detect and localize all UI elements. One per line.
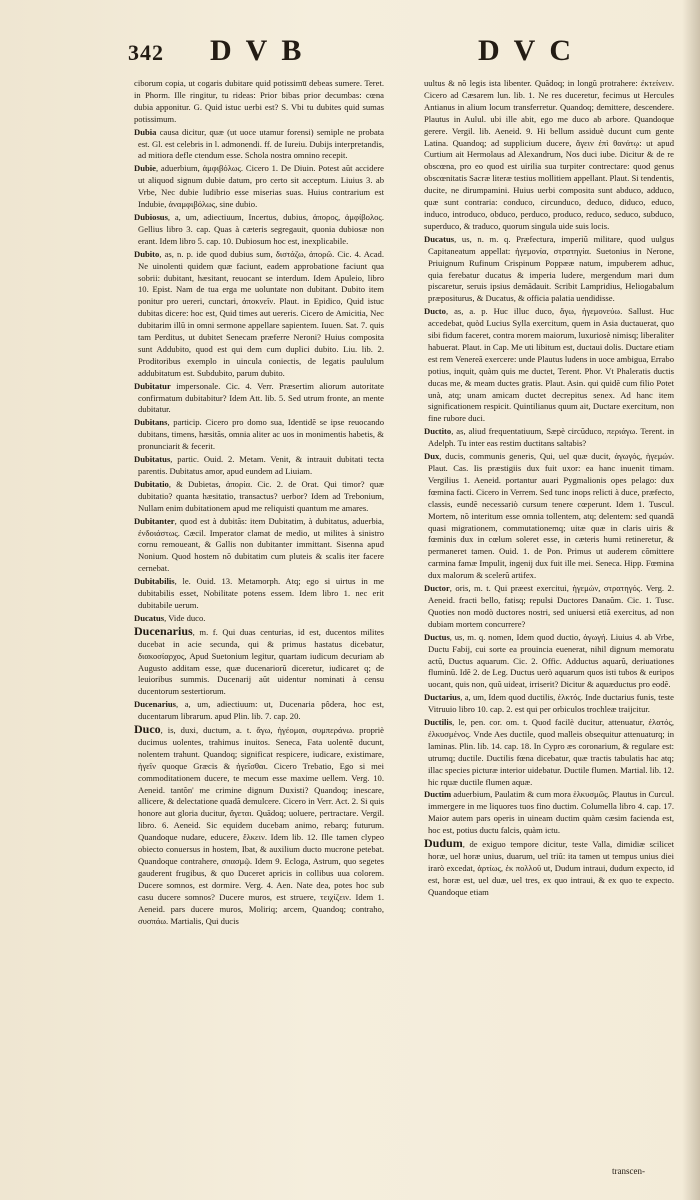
- dictionary-entry: [424, 632, 674, 692]
- dictionary-entry: [134, 163, 384, 211]
- entry-headword: Ducenarius: [134, 699, 177, 710]
- dictionary-entry: [134, 127, 384, 163]
- page-header: [0, 30, 700, 70]
- entry-headword: Dubia: [134, 126, 157, 137]
- entry-headword: Ductor: [424, 583, 450, 594]
- page-edge-shadow: [682, 0, 700, 1200]
- entry-headword: Dux: [424, 451, 440, 462]
- dictionary-entry: [424, 451, 674, 582]
- entry-headword: Dubitanter: [134, 515, 175, 526]
- dictionary-entry: [424, 717, 674, 788]
- entry-headword: Ducto: [424, 306, 446, 317]
- dictionary-entry: [134, 212, 384, 248]
- entry-text: , particip. Cicero pro domo sua, Identidẽ se ipse reuocando dubitans, timens, hæsitãs, omnia aliter ac uos in monimentis habetis, & pronunciarit & fecerit.: [138, 417, 384, 452]
- dictionary-entry: [134, 516, 384, 576]
- dictionary-entry: [134, 78, 384, 126]
- entry-headword: Ductarius: [424, 692, 461, 703]
- entry-text: , is, duxi, ductum, a. t. ἄγω, ἡγέομαι, συμπεράνω. propriè ducimus uolentes, trahimus inuitos. Seneca, Fata uolentẽ ducunt, nolentem trahunt. Quandoq; significat respicere, iudicare, existimare, ἡγεῖν quoque Græcis & ἡγεῖσθαι. Cicero Trebatio, Ego si mei commoditationem ducere, te mecum esse maxime uellem. Verg. 10. Aeneid. tantõn' me crimine dignum Duxisti? Quandoq; inescare, allicere, & delectatione quadã demulcere. Cicero in Verr. Act. 2. Si quis honore aut gloria ducitur, ἄγεται. Quãdoq; uoluere, pertractare. Vergil. libro. 6. Aeneid. Sic equidem ducebam animo, rebarq; futurum. Quandoque nudare, educere, ἕλκειν. Idem lib. 12. Ille tamen clypeo obiecto conuersus in hostem, Ibat, & auxilium ducto mucrone petebat. Quandoque contrahere, σπασμῷ. Idem 9. Ecloga, Astrum, quo segetes gauderent frugibus, & quo Duceret apricis in collibus uua colorem. Ducere somnos, est dormire. Verg. 4. Aen. Nate dea, potes hoc sub casu ducere somnos? Ducere muros, est struere, τειχίζειν. Idem 1. Aeneid. pars ducere muros, Moliriq; arcem, Quandoq; contraho, συσπάω. Martialis, Qui ducis: [138, 725, 384, 926]
- entry-headword: Dudum: [424, 836, 463, 851]
- running-head-right: DVC: [478, 34, 585, 67]
- entry-text: , oris, m. t. Qui præest exercitui, ἡγεμών, στρατηγός. Verg. 2. Aeneid. fracti bello, fatisq; repulsi Ductores Danaũm. Cic. 1. Tusc. Quoties non modò ductores nostri, sed uniuersi etiã exercitus, ad non dubiam mortem concurrere?: [428, 583, 674, 629]
- entry-headword: Duco: [134, 722, 161, 737]
- entry-text: , le. Ouid. 13. Metamorph. Atq; ego si uirtus in me dubitabilis esset, Nobilitate potens essem. Idem libro 1. nec erit dubitabile uerum.: [138, 576, 384, 610]
- dictionary-entry: [134, 417, 384, 453]
- dictionary-entry: [134, 623, 384, 698]
- entry-text: , a, um, adiectiuum: ut, Ducenaria pôdera, hoc est, ducentarum librarum. apud Plin. lib. 7. cap. 20.: [138, 699, 384, 722]
- entry-text: , partic. Ouid. 2. Metam. Venit, & intrauit dubitati tecta parentis. Dubitatus amor, apud eundem ad Liuiam.: [138, 454, 384, 476]
- entry-text: ciborum copia, ut cogaris dubitare quid potissimu̅ debeas sumere. Teret. in Phorm. Ille ringitur, tu rideas: Prior bibas prior decumbas: cœna dubia apponitur. G. Quid istuc uerbi est? S. Vbi tu dubites quid sumas potissimum.: [134, 78, 384, 124]
- entry-text: , & Dubietas, ἀπορία. Cic. 2. de Orat. Qui timor? quæ dubitatio? quanta hæsitatio, transactus? uerbor? Idem ad Trebonium, Nullam enim dubitationem apud me reliquisti quantum me amares.: [138, 478, 384, 513]
- entry-text: , aduerbium, ἀμφιβόλως. Cicero 1. De Diuin. Potest aũt accidere ut aliquod signum dubie datum, pro certo sit acceptum. Liuius 3. ab Vrbe, Nec dubie ludibrio esse miserias suas. Huius contrarium est Indubie, ἀναμφιβόλως, sine dubio.: [138, 163, 384, 210]
- dictionary-entry: [424, 838, 674, 899]
- dictionary-entry: [134, 454, 384, 478]
- dictionary-entry: [424, 789, 674, 837]
- entry-text: , as, aliud frequentatiuum, Sæpè circũduco, περιάγω. Terent. in Adelph. Tu inter eas restim ductitans saltabis?: [428, 426, 674, 449]
- entry-text: , Vide duco.: [164, 612, 206, 623]
- dictionary-entry: [424, 78, 674, 233]
- entry-text: , a, um, Idem quod ductilis, ἑλκτός. Inde ductarius funis, teste Vitruuio libro 10. cap. 2. est qui per orbiculos trochleæ traijcitur.: [428, 692, 674, 715]
- dictionary-entry: [424, 426, 674, 450]
- entry-headword: Dubiosus: [134, 211, 168, 222]
- dictionary-entry: [134, 381, 384, 417]
- entry-text: , as, a. p. Huc illuc duco, ἄγω, ἡγεμονεύω. Sallust. Huc accedebat, quòd Lucius Sylla exercitum, quem in Asia ductauerat, quo sibi fidum faceret, contra morem maiorum, luxuriosè nimisq; liberaliter habuerat. Plaut. in Cap. Me uti libitum est, ductaui dolis. Ductare etiam est rem Venereã exercere: unde Plautus ludens in uoce ambigua, Errabo potius, inquit, quàm quis me ductet, Terent. Phor. Vt Phaleratis ductis ducas me, & meam ductes gratis. Plaut. Asin. qui quidẽ cum filio Potet unà, atq; unam amicam ductet decrepitus senex. Ad hanc item significationem respicit. Quintilianus quum ait, Ductare exercitum, non fine rubore duci.: [428, 306, 674, 424]
- entry-text: impersonale. Cic. 4. Verr. Præsertim aliorum autoritate confirmatum dubitabitur? Idem Att. lib. 5. Sed utrum fronte, an mente dubitatur.: [138, 380, 384, 415]
- entry-text: , as, n. p. ide quod dubius sum, διστάζω, ἀπορῶ. Cic. 4. Acad. Ne uinolenti quidem quæ faciunt, eadem approbatione faciunt qua sobrii: dubitant, hæsitant, reuocant se interdum. Idem Apuleio, libro 10. Epist. Nam de tua erga me uoluntate non dubitant. Dubito item ponitur pro uereri, cunctari, ἀποκνεῖν. Plaut. in Epidico, Quid istuc dubitas dicere: hoc est, Quid times aut uereris. Cicero de Amicitia, Nec dubitarim illũ in omni sermone appellare sapientem. Iuuen. Sat. 7. quis tam Perditus, ut dubitet Senecam præferre Neroni? Huius composita sunt Addubito, quod est qui dem cum duplici dubito. Liu. lib. 2. Proditoribus exemplo in uincula coniectis, de legatis paululum addubitatum est. Subdubito, parum dubito.: [138, 248, 384, 378]
- entry-headword: Dubie: [134, 163, 156, 174]
- entry-headword: Dubitatus: [134, 454, 171, 465]
- entry-headword: Ductim: [424, 789, 452, 800]
- entry-text: causa dicitur, quæ (ut uoce utamur forensi) semiple ne probata est. Gl. est celebris in l. admonendi. ff. de Iureiu. Dubijs interpretandis, ad mitiora defle ctendum esse. Schola nostra omnino recepit.: [138, 126, 384, 161]
- dictionary-entry: [424, 234, 674, 305]
- entry-headword: Dubitans: [134, 417, 168, 428]
- entry-text: , le, pen. cor. om. t. Quod facilè ducitur, attenuatur, ἐλατός, ἐλκυσμένος. Vnde Aes ductile, quod malleis obsequitur attenuaturq; in laminas. Plin. lib. 14. cap. 18. In Cypro æs coronarium, & regulare est: utrumq; ductile. Ductilis fœna dicebatur, quæ tractis tabulatis hac atq; illac species picturæ interior uidebatur. Ductile flumen. Martial. lib. 12. hic rquæ ductile flumen aquæ.: [428, 717, 674, 787]
- entry-headword: Ducatus: [134, 612, 165, 623]
- dictionary-entry: [424, 306, 674, 425]
- entry-text: uultus & nõ legis ista libenter. Quãdoq; in longũ protrahere: ἐκτείνειν. Cicero ad Cæsarem lun. lib. 1. Ne res duceretur, fecimus ut Hercules Antianus in alium locum transferretur. Quandoq; demittere, descendere. Plautus in Aulul. ubi ille abit, ego me duco ab arbore. Quandoque gerere. Vergil. lib. Aeneid. 9. Hi bellum assiduè ducunt cum gente Latina. Quandoq; ad supplicium ducere, ἄγειν ἐπὶ θανάτῳ: ut apud Curtium ait Hermolaus ad Alexandrum, Nos duci iube. Dicitur & de re obscœna, pro eo quod est uirilia sua turpiter contrectare: quod genus obscœnitatis Sacræ literæ testius mollitiem appellant. Plaut. Si tendentis, ducite, ne dirumpamini. Huius uerbi composita sunt abduco, adduco, quæ sunt contraria: conduco, circunduco, deduco, diduco, educo, induco, introduco, obduco, perduco, produco, reduco, seduco, subduco, superduco, & traduco, quorum singula uide suis locis.: [424, 78, 674, 231]
- entry-headword: Ducatus: [424, 233, 455, 244]
- entry-headword: Ductus: [424, 631, 450, 642]
- entry-headword: Ductito: [424, 426, 452, 437]
- dictionary-entry: [134, 699, 384, 723]
- entry-headword: Dubitatur: [134, 380, 171, 391]
- entry-text: , de exiguo tempore dicitur, teste Valla, dimidiæ scilicet horæ, uel horæ unius, duarum, uel triũ: ita tamen ut tempus unius diei irarò excedat, ἀρτίως, ἐκ πολλοῦ ut, Dudum intraui, dudum expecto, id est, horæ est, uel duæ, uel tres, ex quo intraui, & ex quo te expecto. Quandoque etiam: [428, 839, 674, 897]
- entry-headword: Ducenarius: [134, 623, 193, 638]
- entry-headword: Ductilis: [424, 717, 453, 728]
- entry-headword: Dubitatio: [134, 478, 169, 489]
- dictionary-entry: [134, 249, 384, 380]
- entry-text: , a, um, adiectiuum, Incertus, dubius, ἀπορος, ἀμφίβολος. Gellius libro 3. cap. Quas à cæteris segregauit, quonia dubiosæ non erant. Idem libro 5. cap. 10. Dubiosum hoc est, inexplicabile.: [138, 211, 384, 246]
- dictionary-entry: [424, 583, 674, 631]
- left-column: [134, 78, 384, 928]
- right-column: [424, 78, 674, 900]
- dictionary-entry: [134, 724, 384, 927]
- entry-text: aduerbium, Paulatim & cum mora ἑλκυσμῶς. Plautus in Curcul. immergere in me liquores tuos fino ductim. Columella libro 4. cap. 17. Maior autem pars operis in uineam ductim quàm cæsim facienda est, hoc est, potius ductu falcis, quàm ictu.: [428, 789, 674, 836]
- page-number: 342: [128, 40, 164, 65]
- entry-text: , ducis, communis generis, Qui, uel quæ ducit, ἀγωγός, ἡγεμών. Plaut. Cas. Iis præstigiis dux fuit uxor: ea hanc inuenit timam. Vergilius 1. Aeneid. portantur auari Pygmalionis opes pelago: dux fœmina facti. Cicero in Verrem. Sed tunc inops relicti à duce, præfecto, classis, eundẽ necessariò cursum tenere cœperunt. Idem 1. Tuscul. Mortem, nõ interitum esse omnia tollentem, atq; delentem: sed quandã quasi migrationem, commutationemq; uitæ quæ in claris uiris & fœminis dux in cœlum soleret esse, in cæteris humi retineretur, & permaneret tamen. Ouid. 1. de Pon. Primus ut auderem cõmittere carmina famæ Impulit, ingenij dux fuit ille mei. Seneca. Hipp. Fœmina dux malorum & scelerũ artifex.: [428, 451, 674, 581]
- dictionary-entry: [134, 479, 384, 515]
- entry-text: , us, n. m. q. Præfectura, imperiũ militare, quod uulgus Capitaneatum appellat: ἡγεμονία, στρατηγία. Suetonius in Nerone, Priuignum Rufinum Crispinum Poppææ natum, impuberem adhuc, quia ferebatur ducatus & imperia ludere, mergendum mari dum piscaretur, seruis ipsius demãdauit. Scribit Lampridius, Heliogabalum præpositurus, & Ducatus, & officia palatia uendidisse.: [428, 233, 674, 304]
- entry-text: , quod est à dubitãs: item Dubitatim, à dubitatus, aduerbia, ἐνδοιάστως. Cæcil. Imperator clamat de medio, ut milites à sinistro cornu remoueant, & Gallis non dubitanter immittant. Sisenna apud Nonium. Quod hostem nõ dubitatim cum pluteis & scalis iter facere cernebat.: [138, 515, 384, 574]
- entry-text: , m. f. Qui duas centurias, id est, ducentos milites ducebat in acie secunda, qui & primus hastatus dicebatur, διακοσίαρχος, Apud Suetonium legitur, quartam iudicum decuriam ab Augusto additam esse, quæ ducenariorũ diceretur, iudicaret q; de leuioribus summis. Ducenarij aũt uidentur nominati à censu ducentorum sestertiorum.: [138, 626, 384, 697]
- entry-headword: Dubitabilis: [134, 576, 175, 587]
- dictionary-entry: [134, 576, 384, 612]
- catchword: transcen-: [612, 1166, 645, 1176]
- entry-text: , us, m. q. nomen, Idem quod ductio, ἀγωγή. Liuius 4. ab Vrbe, Ductu Fabij, cui sorte ea prouincia euenerat, nihil dignum memoratu actũ, Ductus aquarum. Cic. 2. Offic. Adductus aquarũ, deriuationes fluminũ. Idẽ 2. de Leg. Ductus uerò aquarum quos isti tubos & euripos uocant, quis non, quũ uideat, irriserit? Dicitur & aquæductus pro eodẽ.: [428, 631, 674, 690]
- entry-headword: Dubito: [134, 248, 160, 259]
- dictionary-entry: [424, 692, 674, 716]
- running-head-left: DVB: [210, 34, 316, 67]
